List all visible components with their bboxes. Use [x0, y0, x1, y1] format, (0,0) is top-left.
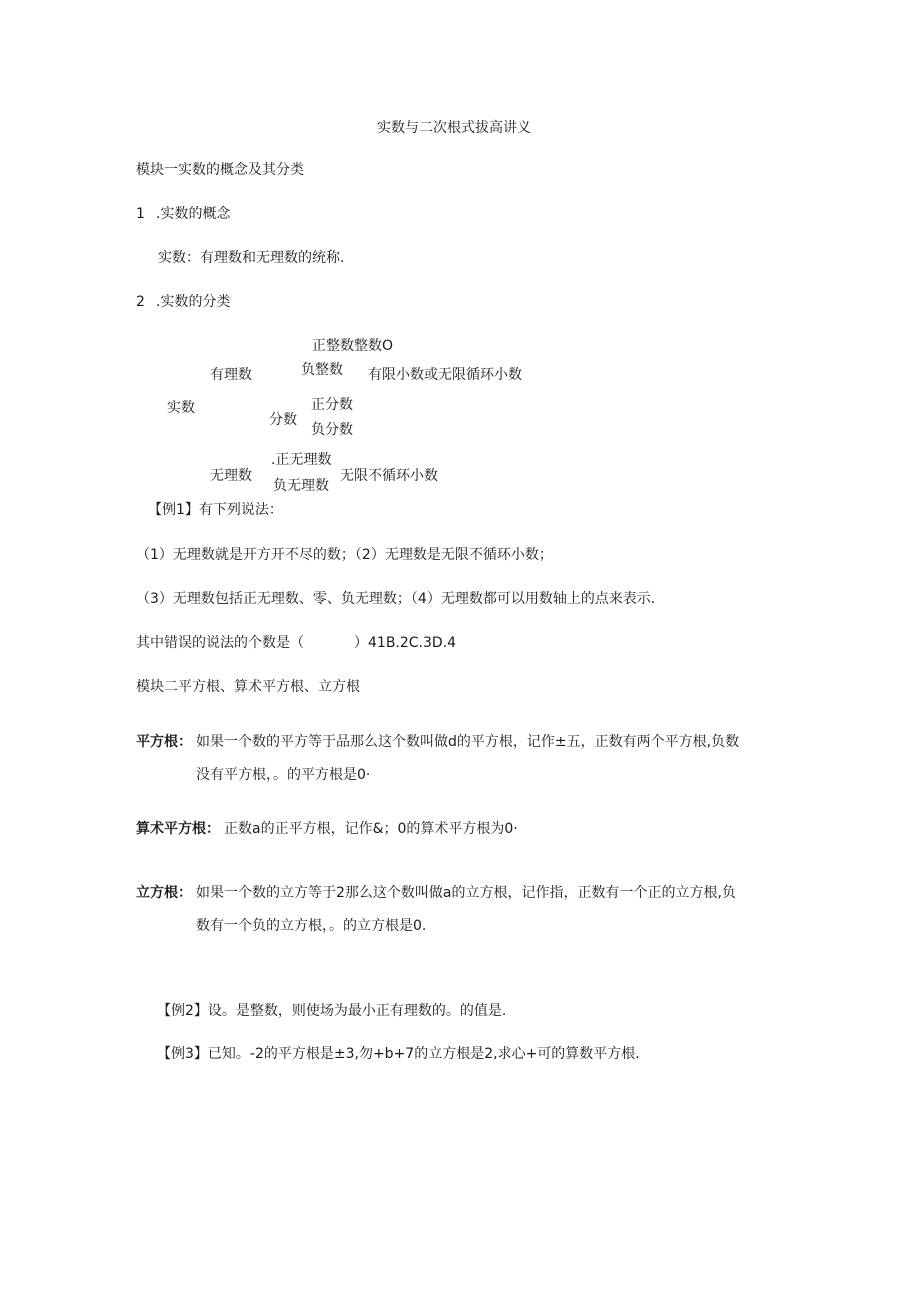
tree-negative-integer: 负整数: [301, 362, 343, 378]
cube-root-text-2: 数有一个负的立方根，。的立方根是0.: [196, 918, 427, 934]
tree-positive-irrational: .正无理数: [271, 452, 332, 468]
cube-root-text-1: 如果一个数的立方等于2那么这个数叫做a的立方根，记作指，正数有一个正的立方根,负: [196, 885, 736, 901]
section1-title: .实数的概念: [156, 206, 231, 222]
tree-negative-fraction: 负分数: [311, 422, 353, 438]
tree-positive-fraction: 正分数: [311, 397, 353, 413]
tree-irrational-note: 无限不循环小数: [340, 468, 438, 484]
example1-statement-3-4: （3）无理数包括正无理数、零、负无理数；（4）无理数都可以用数轴上的点来表示.: [136, 591, 656, 607]
tree-rational: 有理数: [210, 367, 252, 383]
tree-fraction: 分数: [269, 412, 297, 428]
module2-heading: 模块二平方根、算术平方根、立方根: [136, 679, 360, 695]
real-number-definition: 实数：有理数和无理数的统称.: [158, 250, 345, 266]
section2-title: .实数的分类: [156, 294, 231, 310]
tree-positive-integer-zero: 正整数整数O: [312, 338, 394, 354]
section1-number: 1: [136, 206, 145, 222]
example2: 【例2】设。是整数，则使场为最小正有理数的。的值是.: [157, 1003, 507, 1019]
example1-label: 【例1】有下列说法：: [148, 502, 283, 518]
cube-root-label: 立方根：: [136, 885, 192, 901]
example1-question: 其中错误的说法的个数是（: [136, 635, 304, 651]
tree-real: 实数: [167, 400, 195, 416]
tree-negative-irrational: 负无理数: [273, 478, 329, 494]
page-title: 实数与二次根式拔高讲义: [377, 120, 531, 136]
example3: 【例3】已知。-2的平方根是±3,勿+b+7的立方根是2,求心+可的算数平方根.: [157, 1046, 640, 1062]
tree-irrational: 无理数: [210, 468, 252, 484]
arithmetic-square-root-label: 算术平方根：: [136, 821, 220, 837]
example1-statement-1-2: （1）无理数就是开方开不尽的数；（2）无理数是无限不循环小数；: [136, 547, 553, 563]
example1-options: ）41B.2C.3D.4: [354, 635, 457, 651]
module1-heading: 模块一实数的概念及其分类: [136, 162, 304, 178]
square-root-text-2: 没有平方根，。的平方根是0·: [196, 767, 371, 783]
square-root-label: 平方根：: [136, 734, 192, 750]
tree-rational-note: 有限小数或无限循环小数: [368, 367, 522, 383]
arithmetic-square-root-text: 正数a的正平方根，记作&；0的算术平方根为0·: [224, 821, 518, 837]
square-root-text-1: 如果一个数的平方等于品那么这个数叫做d的平方根，记作±五，正数有两个平方根,负数: [196, 734, 740, 750]
section2-number: 2: [136, 294, 145, 310]
